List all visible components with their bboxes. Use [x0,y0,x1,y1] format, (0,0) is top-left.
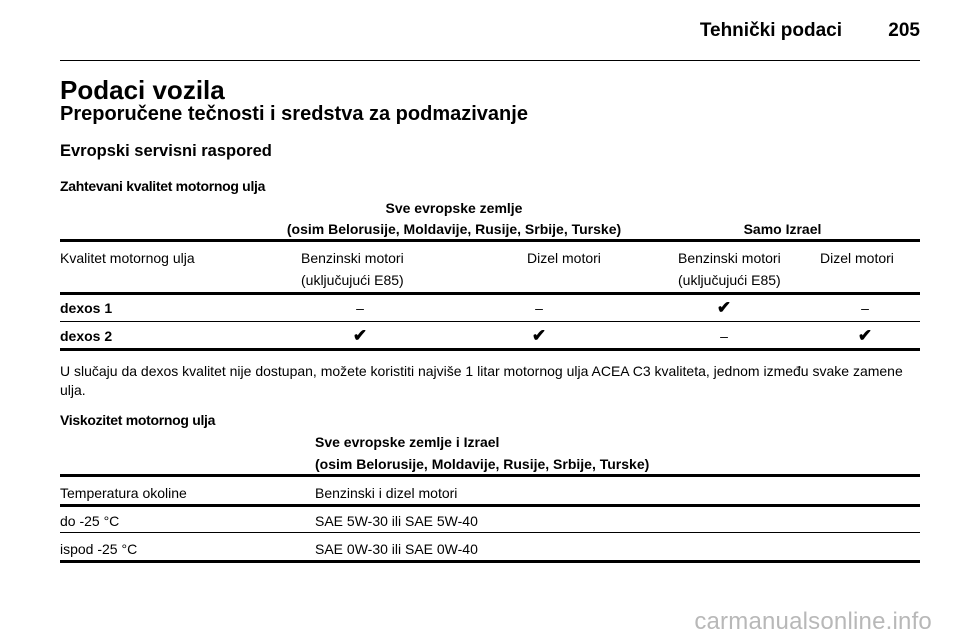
note-paragraph: U slučaju da dexos kvalitet nije dostupan, možete koristiti najviše 1 litar motornog ulja ACEA C3 kvaliteta, jednom između svake zamene ulja. [60,363,903,398]
column-header-petrol-europe: Benzinski motori [301,250,404,266]
value-dexos1-diesel-europe: – [535,300,543,316]
temperature-cell: ispod -25 °C [60,541,138,557]
column-header-diesel-israel: Dizel motori [820,250,894,266]
table-rule [60,239,920,242]
group-header-europe-line2: (osim Belorusije, Moldavije, Rusije, Srbije, Turske) [286,221,622,237]
column-header-petrol-israel-note: (uključujući E85) [678,272,781,288]
column-header-temperature: Temperatura okoline [60,485,187,501]
watermark: carmanualsonline.info [694,608,932,635]
table-rule [60,321,920,322]
viscosity-group-header-line2: (osim Belorusije, Moldavije, Rusije, Srbije, Turske) [315,456,650,472]
group-header-europe-line1: Sve evropske zemlje [385,200,523,216]
value-dexos2-petrol-europe: ✔ [352,326,368,345]
table-rule [60,348,920,351]
column-header-quality: Kvalitet motornog ulja [60,250,195,266]
value-dexos2-diesel-europe: ✔ [531,326,547,345]
column-header-diesel-europe: Dizel motori [527,250,601,266]
value-dexos1-petrol-europe: – [356,300,364,316]
header-title: Tehnički podaci [699,20,842,41]
section-heading: Evropski servisni raspored [60,142,272,160]
oil-grade-cell: SAE 5W-30 ili SAE 5W-40 [315,513,478,529]
table-rule [60,474,920,477]
running-header [60,18,920,52]
value-dexos1-petrol-israel: ✔ [716,298,732,317]
table-rule [60,532,920,533]
temperature-cell: do -25 °C [60,513,120,529]
row-label-dexos2: dexos 2 [60,328,113,344]
table-rule [60,560,920,563]
column-header-petrol-europe-note: (uključujući E85) [301,272,404,288]
group-header-israel: Samo Izrael [743,221,822,237]
viscosity-heading: Viskozitet motornog ulja [60,412,216,428]
column-header-petrol-israel: Benzinski motori [678,250,781,266]
row-label-dexos1: dexos 1 [60,300,113,316]
page-subtitle: Preporučene tečnosti i sredstva za podmazivanje [60,103,528,125]
oil-quality-heading: Zahtevani kvalitet motornog ulja [60,178,266,194]
oil-grade-cell: SAE 0W-30 ili SAE 0W-40 [315,541,478,557]
value-dexos2-diesel-israel: ✔ [857,326,873,345]
page-title: Podaci vozila [60,75,225,105]
viscosity-group-header-line1: Sve evropske zemlje i Izrael [315,434,500,450]
page-number: 205 [888,20,920,41]
header-divider [60,60,920,61]
table-rule [60,504,920,507]
column-header-engines: Benzinski i dizel motori [315,485,458,501]
value-dexos2-petrol-israel: – [720,328,728,344]
table-rule [60,292,920,295]
value-dexos1-diesel-israel: – [861,300,869,316]
